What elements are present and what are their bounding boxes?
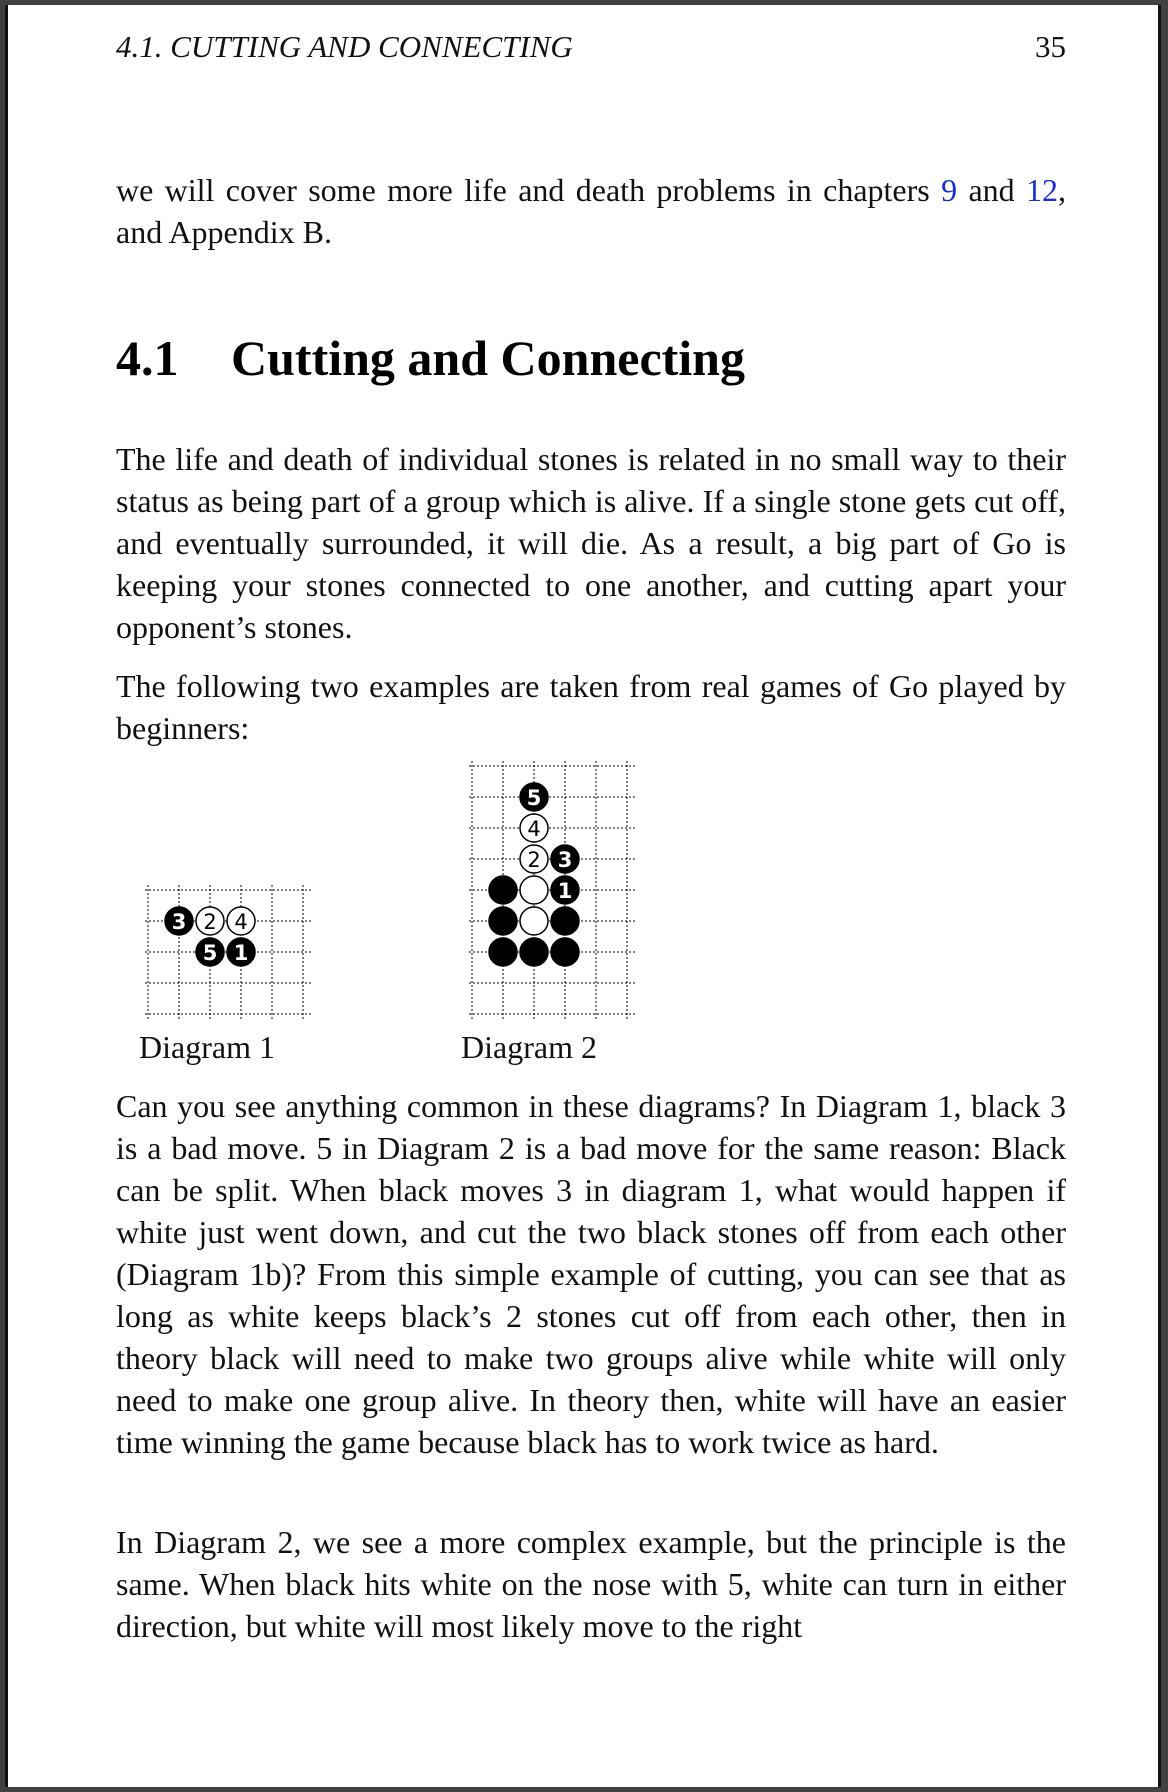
stone-move-number: 1 <box>557 879 573 903</box>
section-heading <box>116 329 745 387</box>
stone-move-number: 4 <box>234 910 248 934</box>
section-title: Cutting and Connecting <box>231 330 745 386</box>
black-stone <box>489 876 517 904</box>
white-stone <box>520 876 548 904</box>
white-stone <box>520 845 548 873</box>
go-diagram-2 <box>469 761 637 1021</box>
chapter-9-link[interactable]: 9 <box>941 172 958 208</box>
white-stone <box>520 814 548 842</box>
black-stone <box>551 907 579 935</box>
stone-move-number: 1 <box>233 941 249 965</box>
black-stone <box>165 907 193 935</box>
black-stone <box>227 938 255 966</box>
black-stone <box>196 938 224 966</box>
stone-move-number: 2 <box>203 910 217 934</box>
running-header <box>116 29 1066 65</box>
black-stone <box>520 783 548 811</box>
stone-move-number: 3 <box>557 848 573 872</box>
go-diagram-1 <box>145 885 313 1021</box>
white-stone <box>227 907 255 935</box>
stone-move-number: 5 <box>202 941 218 965</box>
diagram-2-caption: Diagram 2 <box>461 1029 597 1065</box>
white-stone <box>520 907 548 935</box>
paragraph-4: In Diagram 2, we see a more complex example, but the principle is the same. When black hits white on the nose with 5, white can turn in either direction, but white will most likely move to the right <box>116 1524 1066 1644</box>
chapter-12-link[interactable]: 12 <box>1026 172 1059 208</box>
black-stone <box>551 938 579 966</box>
page-number: 35 <box>1035 29 1066 64</box>
section-number: 4.1 <box>116 330 179 386</box>
intro-text-1: we will cover some more life and death problems in chapters <box>116 172 942 208</box>
paragraph-2: The following two examples are taken from real games of Go played by beginners: <box>116 668 1066 746</box>
paragraph-1: The life and death of individual stones is related in no small way to their status as being part of a group which is alive. If a single stone gets cut off, and eventually surrounded, it will die. As a result, a big part of Go is keeping your stones connected to one another, and cutting apart your opponent’s stones. <box>116 441 1066 645</box>
stone-move-number: 4 <box>527 817 541 841</box>
black-stone <box>489 938 517 966</box>
paragraph-3: Can you see anything common in these diagrams? In Diagram 1, black 3 is a bad move. 5 in Diagram 2 is a bad move for the same reason: Black can be split. When black moves 3 in diagram 1, what would happen if white just went down, and cut the two black stones off from each other (Diagram 1b)? From this simple example of cutting, you can see that as long as white keeps black’s 2 stones cut off from each other, then in theory black will need to make two groups alive while white will only need to make one group alive. In theory then, white will have an easier time winning the game because black has to work twice as hard. <box>116 1088 1066 1460</box>
intro-paragraph <box>116 169 1066 253</box>
document-page <box>5 5 1161 1787</box>
black-stone <box>551 845 579 873</box>
white-stone <box>196 907 224 935</box>
stone-move-number: 3 <box>171 910 187 934</box>
stone-move-number: 2 <box>527 848 541 872</box>
black-stone <box>551 876 579 904</box>
black-stone <box>489 907 517 935</box>
diagram-1-caption: Diagram 1 <box>139 1029 275 1065</box>
chapter-title: 4.1. CUTTING AND CONNECTING <box>116 29 573 64</box>
intro-text-3: , and Appendix B. <box>116 172 1067 250</box>
black-stone <box>520 938 548 966</box>
intro-text-2: and <box>957 172 1027 208</box>
stone-move-number: 5 <box>526 786 542 810</box>
